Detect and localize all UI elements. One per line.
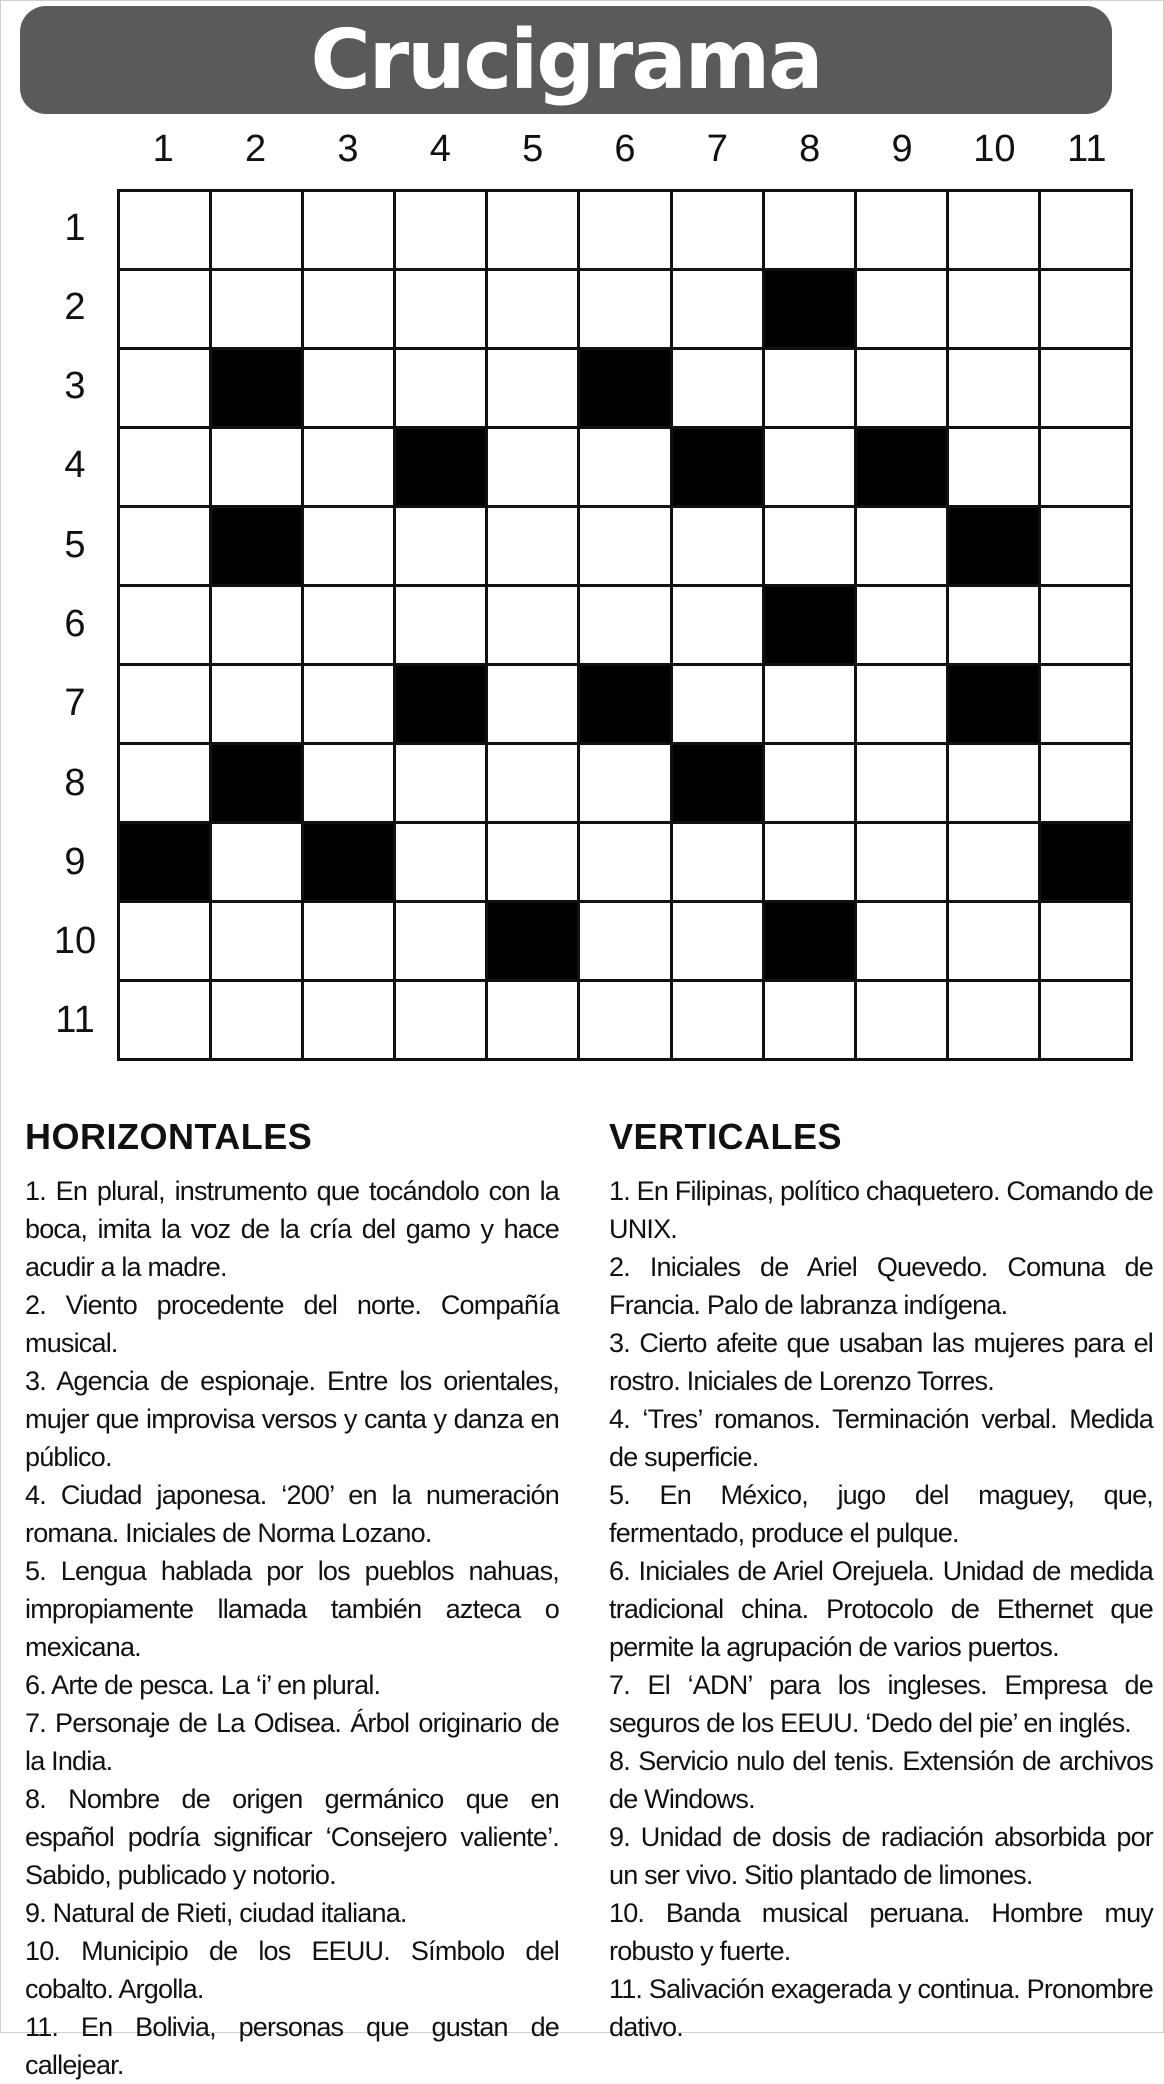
letter-cell[interactable] bbox=[765, 508, 854, 584]
verticales-clue: 11. Salivación exagerada y continua. Pronombre dativo. bbox=[609, 1974, 1153, 2042]
letter-cell[interactable] bbox=[765, 192, 854, 268]
letter-cell[interactable] bbox=[949, 745, 1038, 821]
letter-cell[interactable] bbox=[488, 745, 577, 821]
letter-cell[interactable] bbox=[120, 350, 209, 426]
horizontales-clue: 1. En plural, instrumento que tocándolo con la boca, imita la voz de la cría del gamo y hace acudir a la madre. bbox=[25, 1176, 559, 1282]
verticales-clue: 6. Iniciales de Ariel Orejuela. Unidad de medida tradicional china. Protocolo de Ethernet que permite la agrupación de varios puertos. bbox=[609, 1556, 1153, 1662]
letter-cell[interactable] bbox=[765, 982, 854, 1058]
black-cell bbox=[212, 745, 301, 821]
column-number: 1 bbox=[152, 128, 174, 170]
black-cell bbox=[673, 429, 762, 505]
letter-cell[interactable] bbox=[396, 745, 485, 821]
letter-cell[interactable] bbox=[580, 587, 669, 663]
horizontales-heading: HORIZONTALES bbox=[25, 1116, 313, 1157]
letter-cell[interactable] bbox=[120, 192, 209, 268]
verticales-clue: 9. Unidad de dosis de radiación absorbida por un ser vivo. Sitio plantado de limones. bbox=[609, 1822, 1153, 1890]
letter-cell[interactable] bbox=[488, 350, 577, 426]
letter-cell[interactable] bbox=[673, 824, 762, 900]
black-cell bbox=[120, 824, 209, 900]
letter-cell[interactable] bbox=[857, 982, 946, 1058]
letter-cell[interactable] bbox=[396, 508, 485, 584]
verticales-clue: 2. Iniciales de Ariel Quevedo. Comuna de Francia. Palo de labranza indígena. bbox=[609, 1252, 1153, 1320]
column-number: 7 bbox=[706, 128, 728, 170]
black-cell bbox=[212, 508, 301, 584]
row-number: 9 bbox=[64, 840, 86, 883]
letter-cell[interactable] bbox=[304, 587, 393, 663]
letter-cell[interactable] bbox=[1041, 903, 1130, 979]
black-cell bbox=[580, 350, 669, 426]
letter-cell[interactable] bbox=[1041, 271, 1130, 347]
black-cell bbox=[212, 350, 301, 426]
verticales-clue: 4. ‘Tres’ romanos. Terminación verbal. Medida de superficie. bbox=[609, 1404, 1153, 1472]
letter-cell[interactable] bbox=[580, 903, 669, 979]
black-cell bbox=[1041, 824, 1130, 900]
letter-cell[interactable] bbox=[396, 824, 485, 900]
letter-cell[interactable] bbox=[580, 429, 669, 505]
letter-cell[interactable] bbox=[949, 350, 1038, 426]
column-number: 3 bbox=[337, 128, 359, 170]
letter-cell[interactable] bbox=[1041, 192, 1130, 268]
row-number: 3 bbox=[64, 365, 86, 408]
horizontales-clue: 5. Lengua hablada por los pueblos nahuas, impropiamente llamada también azteca o mexicana. bbox=[25, 1556, 559, 1662]
letter-cell[interactable] bbox=[580, 508, 669, 584]
letter-cell[interactable] bbox=[212, 429, 301, 505]
verticales-clue: 1. En Filipinas, político chaquetero. Comando de UNIX. bbox=[609, 1176, 1153, 1244]
letter-cell[interactable] bbox=[396, 587, 485, 663]
letter-cell[interactable] bbox=[488, 271, 577, 347]
letter-cell[interactable] bbox=[673, 587, 762, 663]
column-number: 6 bbox=[614, 128, 636, 170]
horizontales-clue: 8. Nombre de origen germánico que en español podría significar ‘Consejero valiente’. Sabido, publicado y notorio. bbox=[25, 1784, 559, 1890]
letter-cell[interactable] bbox=[488, 429, 577, 505]
letter-cell[interactable] bbox=[1041, 666, 1130, 742]
horizontales-clue: 9. Natural de Rieti, ciudad italiana. bbox=[25, 1898, 407, 1928]
row-number: 4 bbox=[64, 444, 86, 487]
black-cell bbox=[857, 429, 946, 505]
letter-cell[interactable] bbox=[765, 429, 854, 505]
letter-cell[interactable] bbox=[396, 271, 485, 347]
column-number: 2 bbox=[244, 128, 267, 170]
letter-cell[interactable] bbox=[1041, 429, 1130, 505]
verticales-clue: 8. Servicio nulo del tenis. Extensión de archivos de Windows. bbox=[609, 1746, 1153, 1814]
letter-cell[interactable] bbox=[1041, 745, 1130, 821]
letter-cell[interactable] bbox=[304, 982, 393, 1058]
letter-cell[interactable] bbox=[580, 824, 669, 900]
letter-cell[interactable] bbox=[212, 192, 301, 268]
letter-cell[interactable] bbox=[304, 350, 393, 426]
letter-cell[interactable] bbox=[949, 903, 1038, 979]
column-number: 4 bbox=[429, 128, 451, 170]
letter-cell[interactable] bbox=[488, 192, 577, 268]
horizontales-clue: 10. Municipio de los EEUU. Símbolo del cobalto. Argolla. bbox=[25, 1936, 559, 2004]
letter-cell[interactable] bbox=[857, 192, 946, 268]
letter-cell[interactable] bbox=[304, 745, 393, 821]
column-number: 5 bbox=[522, 128, 544, 170]
letter-cell[interactable] bbox=[120, 587, 209, 663]
verticales-clue: 7. El ‘ADN’ para los ingleses. Empresa de seguros de los EEUU. ‘Dedo del pie’ en inglés. bbox=[609, 1670, 1153, 1738]
letter-cell[interactable] bbox=[673, 192, 762, 268]
black-cell bbox=[765, 271, 854, 347]
black-cell bbox=[949, 666, 1038, 742]
letter-cell[interactable] bbox=[949, 429, 1038, 505]
row-number: 5 bbox=[64, 523, 86, 566]
letter-cell[interactable] bbox=[857, 824, 946, 900]
column-number: 11 bbox=[1067, 128, 1107, 170]
horizontales-clue: 3. Agencia de espionaje. Entre los orientales, mujer que improvisa versos y canta y danza en público. bbox=[25, 1366, 559, 1472]
letter-cell[interactable] bbox=[488, 666, 577, 742]
row-number: 6 bbox=[64, 603, 86, 645]
letter-cell[interactable] bbox=[857, 666, 946, 742]
horizontales-clue: 2. Viento procedente del norte. Compañía musical. bbox=[25, 1290, 559, 1358]
row-number: 2 bbox=[64, 285, 86, 328]
black-cell bbox=[673, 745, 762, 821]
letter-cell[interactable] bbox=[673, 982, 762, 1058]
letter-cell[interactable] bbox=[120, 271, 209, 347]
letter-cell[interactable] bbox=[120, 745, 209, 821]
black-cell bbox=[580, 666, 669, 742]
letter-cell[interactable] bbox=[212, 824, 301, 900]
letter-cell[interactable] bbox=[120, 903, 209, 979]
letter-cell[interactable] bbox=[949, 271, 1038, 347]
letter-cell[interactable] bbox=[949, 824, 1038, 900]
letter-cell[interactable] bbox=[396, 350, 485, 426]
letter-cell[interactable] bbox=[949, 192, 1038, 268]
letter-cell[interactable] bbox=[396, 903, 485, 979]
horizontales-clue: 4. Ciudad japonesa. ‘200’ en la numeración romana. Iniciales de Norma Lozano. bbox=[25, 1480, 559, 1548]
letter-cell[interactable] bbox=[949, 982, 1038, 1058]
horizontales-clue-list bbox=[25, 1172, 559, 2084]
letter-cell[interactable] bbox=[212, 982, 301, 1058]
letter-cell[interactable] bbox=[857, 587, 946, 663]
black-cell bbox=[304, 824, 393, 900]
row-number: 8 bbox=[64, 761, 86, 804]
black-cell bbox=[396, 429, 485, 505]
black-cell bbox=[488, 903, 577, 979]
letter-cell[interactable] bbox=[765, 350, 854, 426]
letter-cell[interactable] bbox=[580, 745, 669, 821]
letter-cell[interactable] bbox=[304, 192, 393, 268]
letter-cell[interactable] bbox=[120, 508, 209, 584]
letter-cell[interactable] bbox=[120, 429, 209, 505]
horizontales-clue: 6. Arte de pesca. La ‘i’ en plural. bbox=[25, 1670, 381, 1700]
letter-cell[interactable] bbox=[304, 429, 393, 505]
letter-cell[interactable] bbox=[580, 192, 669, 268]
black-cell bbox=[949, 508, 1038, 584]
row-number: 10 bbox=[53, 920, 97, 963]
letter-cell[interactable] bbox=[673, 271, 762, 347]
page-title: Crucigrama bbox=[310, 12, 822, 108]
letter-cell[interactable] bbox=[765, 666, 854, 742]
letter-cell[interactable] bbox=[396, 192, 485, 268]
title-banner bbox=[20, 6, 1112, 114]
letter-cell[interactable] bbox=[580, 271, 669, 347]
row-number: 1 bbox=[64, 206, 86, 249]
letter-cell[interactable] bbox=[949, 587, 1038, 663]
letter-cell[interactable] bbox=[304, 271, 393, 347]
horizontales-clue: 11. En Bolivia, personas que gustan de callejear. bbox=[25, 2012, 559, 2080]
letter-cell[interactable] bbox=[212, 666, 301, 742]
letter-cell[interactable] bbox=[857, 745, 946, 821]
column-number: 9 bbox=[891, 128, 913, 170]
black-cell bbox=[396, 666, 485, 742]
letter-cell[interactable] bbox=[765, 824, 854, 900]
letter-cell[interactable] bbox=[580, 982, 669, 1058]
letter-cell[interactable] bbox=[1041, 982, 1130, 1058]
horizontales-clue: 7. Personaje de La Odisea. Árbol originario de la India. bbox=[25, 1708, 559, 1776]
crossword-grid bbox=[117, 189, 1133, 1061]
letter-cell[interactable] bbox=[488, 587, 577, 663]
letter-cell[interactable] bbox=[673, 508, 762, 584]
black-cell bbox=[765, 903, 854, 979]
letter-cell[interactable] bbox=[857, 350, 946, 426]
letter-cell[interactable] bbox=[396, 982, 485, 1058]
letter-cell[interactable] bbox=[304, 903, 393, 979]
letter-cell[interactable] bbox=[488, 824, 577, 900]
column-number: 10 bbox=[973, 128, 1016, 170]
letter-cell[interactable] bbox=[673, 666, 762, 742]
row-number: 11 bbox=[55, 999, 95, 1042]
letter-cell[interactable] bbox=[857, 903, 946, 979]
verticales-clue: 3. Cierto afeite que usaban las mujeres para el rostro. Iniciales de Lorenzo Torres. bbox=[609, 1328, 1153, 1396]
letter-cell[interactable] bbox=[765, 745, 854, 821]
letter-cell[interactable] bbox=[1041, 587, 1130, 663]
verticales-clue: 10. Banda musical peruana. Hombre muy robusto y fuerte. bbox=[609, 1898, 1153, 1966]
letter-cell[interactable] bbox=[212, 903, 301, 979]
letter-cell[interactable] bbox=[212, 271, 301, 347]
letter-cell[interactable] bbox=[212, 587, 301, 663]
verticales-heading: VERTICALES bbox=[609, 1116, 843, 1157]
letter-cell[interactable] bbox=[673, 350, 762, 426]
letter-cell[interactable] bbox=[120, 666, 209, 742]
letter-cell[interactable] bbox=[120, 982, 209, 1058]
letter-cell[interactable] bbox=[857, 271, 946, 347]
column-number: 8 bbox=[799, 128, 821, 170]
letter-cell[interactable] bbox=[857, 508, 946, 584]
letter-cell[interactable] bbox=[488, 982, 577, 1058]
letter-cell[interactable] bbox=[304, 508, 393, 584]
verticales-clue-list bbox=[609, 1172, 1153, 2046]
row-number: 7 bbox=[64, 682, 86, 725]
letter-cell[interactable] bbox=[304, 666, 393, 742]
verticales-clue: 5. En México, jugo del maguey, que, fermentado, produce el pulque. bbox=[609, 1480, 1153, 1548]
letter-cell[interactable] bbox=[673, 903, 762, 979]
letter-cell[interactable] bbox=[1041, 350, 1130, 426]
letter-cell[interactable] bbox=[488, 508, 577, 584]
black-cell bbox=[765, 587, 854, 663]
letter-cell[interactable] bbox=[1041, 508, 1130, 584]
